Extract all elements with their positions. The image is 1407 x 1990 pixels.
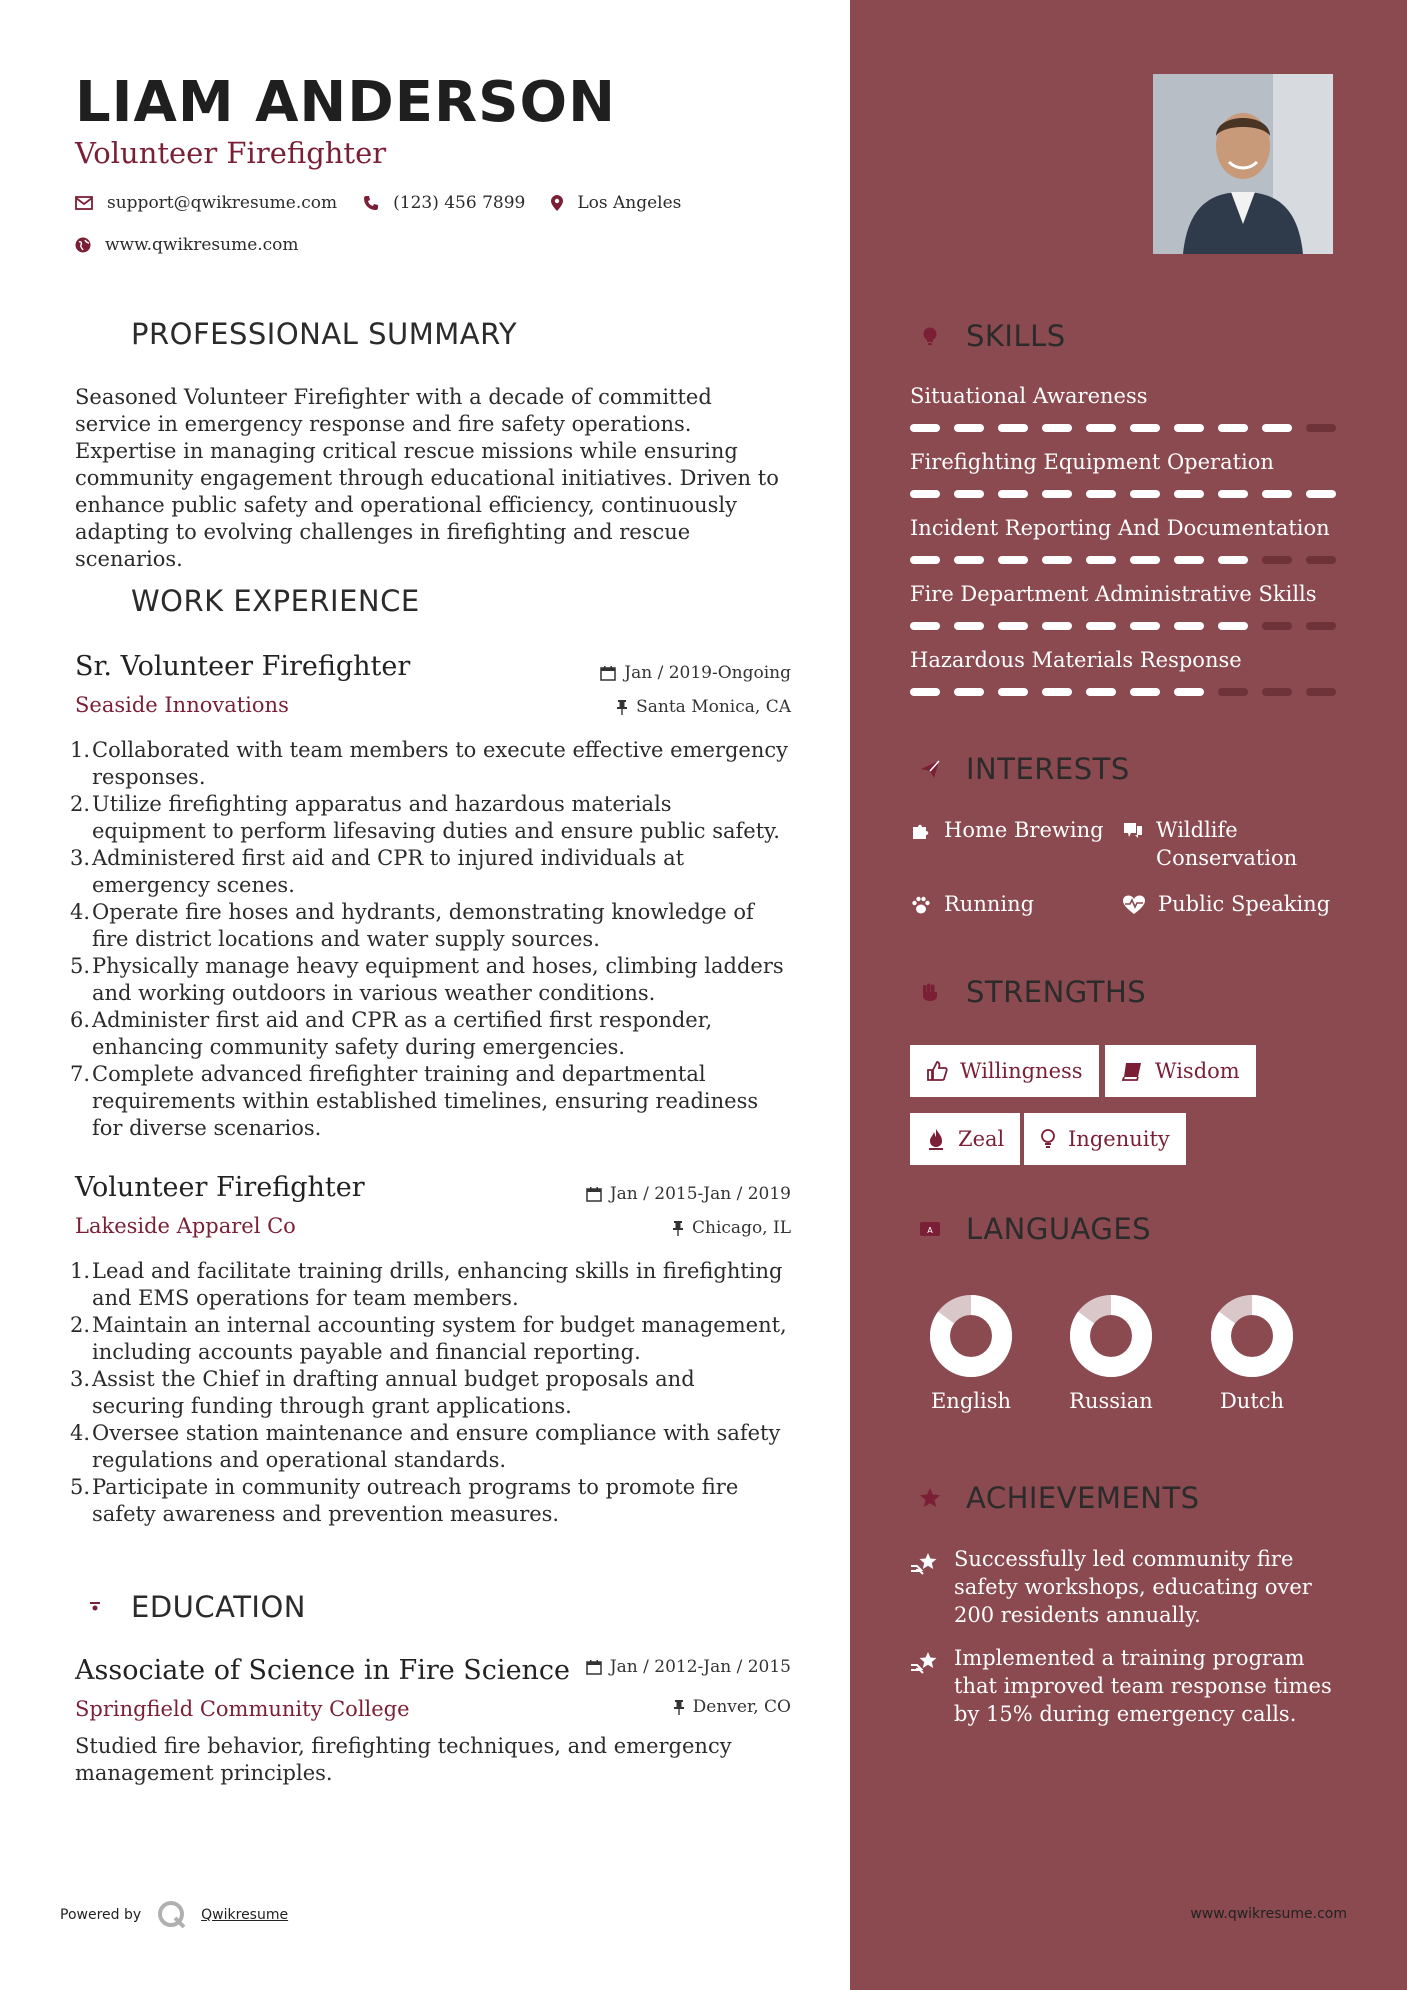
pushpin-icon bbox=[616, 699, 628, 715]
list-item: 1. Lead and facilitate training drills, enhancing skills in firefighting and EMS operations for team members. bbox=[70, 1259, 783, 1310]
profile-photo bbox=[1153, 74, 1333, 254]
skill-level-dash bbox=[1306, 688, 1336, 696]
education-degree: Associate of Science in Fire Science bbox=[75, 1655, 571, 1686]
lightbulb-icon bbox=[910, 316, 950, 356]
skill-level-dash bbox=[910, 490, 940, 498]
skill-name: Fire Department Administrative Skills bbox=[910, 582, 1317, 606]
education-title: EDUCATION bbox=[131, 1590, 307, 1624]
education-divider bbox=[75, 1635, 791, 1638]
skill-level-dash bbox=[954, 490, 984, 498]
skill-level-dash bbox=[1306, 424, 1336, 432]
language-item bbox=[1061, 1293, 1161, 1413]
skill-level-bar bbox=[910, 490, 1350, 498]
strength-label: Willingness bbox=[960, 1059, 1083, 1083]
candidate-role: Volunteer Firefighter bbox=[75, 136, 387, 170]
list-item: 4. Oversee station maintenance and ensure compliance with safety regulations and operational standards. bbox=[70, 1421, 781, 1472]
phone-text: (123) 456 7899 bbox=[393, 193, 526, 213]
skill-name: Incident Reporting And Documentation bbox=[910, 516, 1330, 540]
achievement-item bbox=[910, 1644, 1340, 1728]
map-pin-icon bbox=[551, 195, 563, 211]
job-2-responsibilities bbox=[70, 1258, 790, 1528]
envelope-icon bbox=[75, 196, 93, 210]
skill-level-dash bbox=[910, 622, 940, 630]
education-school: Springfield Community College bbox=[75, 1697, 410, 1721]
skill-level-dash bbox=[1042, 424, 1072, 432]
skill-level-dash bbox=[1130, 490, 1160, 498]
interest-label: Running bbox=[944, 892, 1035, 916]
summary-divider bbox=[75, 364, 791, 367]
skill-level-dash bbox=[998, 688, 1028, 696]
strength-badge bbox=[1024, 1113, 1186, 1165]
interest-label: Home Brewing bbox=[944, 818, 1104, 842]
language-level-ring bbox=[1068, 1293, 1154, 1379]
heartbeat-icon bbox=[1122, 894, 1146, 916]
footer-powered-by bbox=[60, 1900, 288, 1930]
education-location-text: Denver, CO bbox=[692, 1697, 791, 1717]
list-item: 3. Assist the Chief in drafting annual budget proposals and securing funding through grant applications. bbox=[70, 1367, 695, 1418]
skill-level-dash bbox=[910, 424, 940, 432]
qwikresume-logo-icon bbox=[157, 1900, 187, 1930]
summary-header bbox=[75, 314, 517, 354]
interests-header bbox=[910, 749, 1130, 789]
pushpin-icon bbox=[673, 1699, 685, 1715]
skill-level-bar bbox=[910, 688, 1350, 696]
achievements-title: ACHIEVEMENTS bbox=[966, 1481, 1200, 1515]
contact-email[interactable] bbox=[75, 193, 337, 213]
footer-site[interactable]: www.qwikresume.com bbox=[1190, 1906, 1347, 1922]
skill-level-bar bbox=[910, 622, 1350, 630]
job-2-dates bbox=[586, 1184, 791, 1204]
language-card-icon bbox=[910, 1209, 950, 1249]
interest-item bbox=[910, 816, 1104, 844]
job-2-location bbox=[672, 1218, 791, 1238]
puzzle-icon bbox=[910, 820, 932, 842]
skill-level-dash bbox=[1086, 424, 1116, 432]
skill-level-bar bbox=[910, 424, 1350, 432]
skill-level-dash bbox=[1042, 490, 1072, 498]
fist-icon bbox=[910, 972, 950, 1012]
skill-level-dash bbox=[1262, 424, 1292, 432]
list-item: 2. Maintain an internal accounting system for budget management, including accounts payable and financial reporting. bbox=[70, 1313, 787, 1364]
lightbulb-icon bbox=[1040, 1128, 1056, 1150]
list-item: 3. Administered first aid and CPR to injured individuals at emergency scenes. bbox=[70, 846, 685, 897]
language-item bbox=[921, 1293, 1021, 1413]
job-1-company: Seaside Innovations bbox=[75, 693, 289, 717]
star-hand-icon bbox=[910, 1650, 940, 1676]
skill-level-dash bbox=[1130, 688, 1160, 696]
job-1-dates bbox=[600, 663, 791, 683]
skill-level-dash bbox=[910, 688, 940, 696]
location-text: Los Angeles bbox=[577, 193, 682, 213]
list-item: 5. Participate in community outreach programs to promote fire safety awareness and prevention measures. bbox=[70, 1475, 739, 1526]
job-2-company: Lakeside Apparel Co bbox=[75, 1214, 296, 1238]
interest-item bbox=[910, 890, 1034, 918]
education-location bbox=[673, 1697, 791, 1717]
education-dates-text: Jan / 2012-Jan / 2015 bbox=[609, 1657, 791, 1677]
experience-title: WORK EXPERIENCE bbox=[131, 584, 420, 618]
skill-level-dash bbox=[1262, 622, 1292, 630]
job-2-dates-text: Jan / 2015-Jan / 2019 bbox=[609, 1184, 791, 1204]
language-label: English bbox=[930, 1389, 1012, 1413]
job-1-responsibilities bbox=[70, 737, 790, 1142]
language-label: Russian bbox=[1069, 1389, 1153, 1413]
contact-row-2 bbox=[75, 235, 325, 255]
wildlife-icon bbox=[1122, 820, 1144, 842]
skill-level-dash bbox=[1218, 424, 1248, 432]
contact-phone[interactable] bbox=[363, 193, 525, 213]
interest-label: Public Speaking bbox=[1158, 892, 1331, 916]
office-chair-icon bbox=[75, 581, 115, 621]
strength-badge bbox=[910, 1045, 1099, 1097]
paw-icon bbox=[910, 894, 932, 916]
star-badge-icon bbox=[910, 1478, 950, 1518]
skill-level-dash bbox=[1130, 424, 1160, 432]
skill-level-dash bbox=[910, 556, 940, 564]
skill-level-dash bbox=[1174, 490, 1204, 498]
qwikresume-link[interactable]: Qwikresume bbox=[201, 1907, 289, 1923]
skills-header bbox=[910, 316, 1066, 356]
calendar-icon bbox=[586, 1186, 602, 1202]
skill-level-dash bbox=[1130, 556, 1160, 564]
job-1-dates-text: Jan / 2019-Ongoing bbox=[624, 663, 791, 683]
star-hand-icon bbox=[910, 1551, 940, 1577]
interests-title: INTERESTS bbox=[966, 752, 1130, 786]
education-dates bbox=[586, 1657, 791, 1677]
website-text: www.qwikresume.com bbox=[105, 235, 299, 255]
skill-level-dash bbox=[1218, 622, 1248, 630]
skill-level-dash bbox=[998, 622, 1028, 630]
pushpin-icon bbox=[672, 1220, 684, 1236]
strength-label: Zeal bbox=[958, 1127, 1005, 1151]
education-header bbox=[75, 1587, 306, 1627]
language-label: Dutch bbox=[1219, 1389, 1285, 1413]
user-icon bbox=[75, 314, 115, 354]
list-item: 5. Physically manage heavy equipment and hoses, climbing ladders and working outdoors in various weather conditions. bbox=[70, 954, 784, 1005]
list-item: 4. Operate fire hoses and hydrants, demonstrating knowledge of fire district locations and water supply sources. bbox=[70, 900, 754, 951]
job-1-location-text: Santa Monica, CA bbox=[636, 697, 791, 717]
skill-level-dash bbox=[998, 424, 1028, 432]
skill-level-dash bbox=[1042, 688, 1072, 696]
achievement-text: Successfully led community fire safety workshops, educating over 200 residents annually. bbox=[954, 1547, 1312, 1627]
skill-level-dash bbox=[1218, 688, 1248, 696]
skill-level-dash bbox=[998, 490, 1028, 498]
contact-website[interactable] bbox=[75, 235, 299, 255]
languages-header bbox=[910, 1209, 1151, 1249]
skill-level-bar bbox=[910, 556, 1350, 564]
powered-by-text: Powered by bbox=[60, 1907, 142, 1923]
phone-icon bbox=[363, 195, 379, 211]
interest-label: Wildlife Conservation bbox=[1156, 818, 1298, 870]
skill-level-dash bbox=[1306, 556, 1336, 564]
achievement-text: Implemented a training program that improved team response times by 15% during emergency calls. bbox=[954, 1646, 1332, 1726]
email-text: support@qwikresume.com bbox=[107, 193, 338, 213]
skill-level-dash bbox=[1174, 622, 1204, 630]
strength-label: Wisdom bbox=[1155, 1059, 1240, 1083]
skill-level-dash bbox=[1262, 556, 1292, 564]
skills-title: SKILLS bbox=[966, 319, 1066, 353]
flame-icon bbox=[926, 1128, 946, 1150]
job-1-title: Sr. Volunteer Firefighter bbox=[75, 651, 411, 682]
skill-level-dash bbox=[1086, 622, 1116, 630]
experience-divider bbox=[75, 631, 791, 634]
thumbs-up-icon bbox=[926, 1060, 948, 1082]
skill-level-dash bbox=[1262, 490, 1292, 498]
skills-divider bbox=[910, 364, 1334, 367]
list-item: 6. Administer first aid and CPR as a certified first responder, enhancing community safety during emergencies. bbox=[70, 1008, 713, 1059]
skill-level-dash bbox=[998, 556, 1028, 564]
language-level-ring bbox=[928, 1293, 1014, 1379]
skill-level-dash bbox=[1174, 688, 1204, 696]
strengths-divider bbox=[910, 1020, 1334, 1023]
skill-name: Hazardous Materials Response bbox=[910, 648, 1242, 672]
skill-level-dash bbox=[1086, 556, 1116, 564]
skill-level-dash bbox=[1086, 688, 1116, 696]
skill-level-dash bbox=[1174, 556, 1204, 564]
job-1-location bbox=[616, 697, 791, 717]
skill-level-dash bbox=[1042, 556, 1072, 564]
person-silhouette-icon bbox=[1153, 74, 1333, 254]
graduation-icon bbox=[75, 1587, 115, 1627]
candidate-name: LIAM ANDERSON bbox=[75, 70, 616, 135]
skill-level-dash bbox=[954, 622, 984, 630]
interest-item bbox=[1122, 816, 1342, 872]
experience-header bbox=[75, 581, 420, 621]
skill-level-dash bbox=[954, 556, 984, 564]
summary-text: Seasoned Volunteer Firefighter with a decade of committed service in emergency response and fire safety operations. Expertise in managing critical rescue missions while ensuring community engagement through educational initiatives. Driven to enhance public safety and operational efficiency, continuously adapting to evolving challenges in firefighting and rescue scenarios. bbox=[75, 385, 779, 571]
achievements-divider bbox=[910, 1526, 1334, 1529]
skill-level-dash bbox=[1086, 490, 1116, 498]
skill-level-dash bbox=[1262, 688, 1292, 696]
strengths-title: STRENGTHS bbox=[966, 975, 1147, 1009]
languages-divider bbox=[910, 1257, 1334, 1260]
skill-level-dash bbox=[1218, 490, 1248, 498]
interest-item bbox=[1122, 890, 1330, 918]
paper-plane-icon bbox=[910, 749, 950, 789]
achievements-header bbox=[910, 1478, 1200, 1518]
list-item: 2. Utilize firefighting apparatus and hazardous materials equipment to perform lifesaving duties and ensure public safety. bbox=[70, 792, 780, 843]
job-2-location-text: Chicago, IL bbox=[692, 1218, 791, 1238]
education-description: Studied fire behavior, firefighting techniques, and emergency management principles. bbox=[75, 1734, 732, 1785]
skill-level-dash bbox=[1306, 490, 1336, 498]
job-2-title: Volunteer Firefighter bbox=[75, 1172, 365, 1203]
list-item: 1. Collaborated with team members to execute effective emergency responses. bbox=[70, 738, 788, 789]
interests-divider bbox=[910, 797, 1334, 800]
skill-name: Firefighting Equipment Operation bbox=[910, 450, 1274, 474]
language-item bbox=[1202, 1293, 1302, 1413]
skill-level-dash bbox=[1218, 556, 1248, 564]
skill-level-dash bbox=[1042, 622, 1072, 630]
contact-row-1 bbox=[75, 193, 707, 213]
calendar-icon bbox=[586, 1659, 602, 1675]
skill-level-dash bbox=[1130, 622, 1160, 630]
globe-icon bbox=[75, 237, 91, 253]
skill-level-dash bbox=[954, 424, 984, 432]
summary-title: PROFESSIONAL SUMMARY bbox=[131, 317, 518, 351]
strength-badge bbox=[910, 1113, 1020, 1165]
language-level-ring bbox=[1209, 1293, 1295, 1379]
strengths-header bbox=[910, 972, 1146, 1012]
strength-badge bbox=[1105, 1045, 1256, 1097]
calendar-icon bbox=[600, 665, 616, 681]
skill-level-dash bbox=[954, 688, 984, 696]
list-item: 7. Complete advanced firefighter training and departmental requirements within established timelines, ensuring readiness for diverse scenarios. bbox=[70, 1062, 759, 1140]
achievement-item bbox=[910, 1545, 1340, 1629]
book-icon bbox=[1121, 1060, 1143, 1082]
languages-title: LANGUAGES bbox=[966, 1212, 1152, 1246]
svg-text:A: A bbox=[927, 1226, 933, 1235]
contact-location bbox=[551, 193, 681, 213]
skill-level-dash bbox=[1306, 622, 1336, 630]
skill-name: Situational Awareness bbox=[910, 384, 1148, 408]
skill-level-dash bbox=[1174, 424, 1204, 432]
strength-label: Ingenuity bbox=[1068, 1127, 1170, 1151]
